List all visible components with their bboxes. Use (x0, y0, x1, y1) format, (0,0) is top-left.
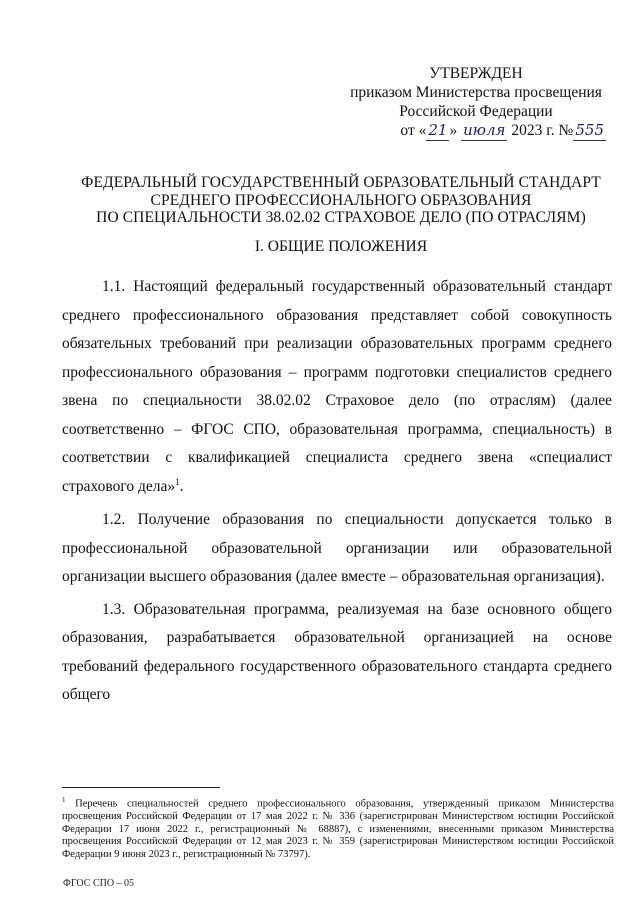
footnote-ref[interactable]: 1 (175, 476, 180, 487)
date-mid: » (449, 122, 458, 139)
footnote-marker: 1 (62, 796, 66, 804)
handwritten-order-number: 555 (575, 121, 604, 139)
section-heading: I. ОБЩИЕ ПОЛОЖЕНИЯ (254, 238, 428, 255)
approval-date-line (340, 121, 612, 141)
document-title (60, 174, 622, 227)
paragraph-1-3: 1.3. Образовательная программа, реализуемая на базе основного общего образования, разрабатывается образовательной организацией на основе требований федерального государственного образовательного стандарта среднего общего (62, 600, 612, 703)
paragraph-1-1-text: 1.1. Настоящий федеральный государственный образовательный стандарт среднего профессионального образования представляет собой совокупность обязательных требований при реализации образовательных программ среднего профессионального образования – программ подготовки специалистов среднего звена по специальности 38.02.02 Страховое дело (по отраслям) (далее соответственно – ФГОС СПО, образовательная программа, специальность) в соответствии с квалификацией специалиста среднего звена «специалист страхового дела» (62, 278, 612, 495)
approval-heading: УТВЕРЖДЕН (429, 65, 523, 82)
approval-stamp (340, 64, 612, 141)
handwritten-month: июля (463, 121, 506, 139)
paragraph-1-2: 1.2. Получение образования по специальности допускается только в профессиональной образовательной организации или образовательной организации высшего образования (далее вместе – образовательная организация). (62, 511, 612, 585)
footnote (62, 794, 614, 861)
footnote-text: Перечень специальностей среднего профессионального образования, утвержденный приказом Министерства просвещения Российской Федерации от 17 мая 2022 г. № 336 (зарегистрирован Министерством юстиции Российской Федерации 17 июня 2022 г., регистрационный № 68887), с изменениями, внесенными приказом Министерства просвещения Российской Федерации от 12 мая 2023 г. № 359 (зарегистрирован Министерством юстиции Российской Федерации 9 июня 2023 г., регистрационный № 73797). (62, 798, 614, 860)
title-line-1: ФЕДЕРАЛЬНЫЙ ГОСУДАРСТВЕННЫЙ ОБРАЗОВАТЕЛЬНЫЙ СТАНДАРТ (81, 174, 601, 191)
date-year: 2023 г. № (511, 122, 574, 139)
paragraph-1-1-end: . (179, 477, 184, 495)
footnote-separator (62, 787, 220, 788)
approval-country-line: Российской Федерации (399, 103, 553, 120)
paragraph-1-1 (62, 273, 612, 501)
approval-ministry-line: приказом Министерства просвещения (350, 84, 602, 101)
date-prefix: от « (400, 122, 427, 139)
body-text (62, 273, 612, 715)
title-line-2: СРЕДНЕГО ПРОФЕССИОНАЛЬНОГО ОБРАЗОВАНИЯ (150, 191, 532, 209)
handwritten-day: 21 (428, 121, 448, 139)
title-line-3: ПО СПЕЦИАЛЬНОСТИ 38.02.02 СТРАХОВОЕ ДЕЛО (ПО ОТРАСЛЯМ) (96, 209, 586, 226)
document-code: ФГОС СПО – 05 (63, 878, 135, 889)
